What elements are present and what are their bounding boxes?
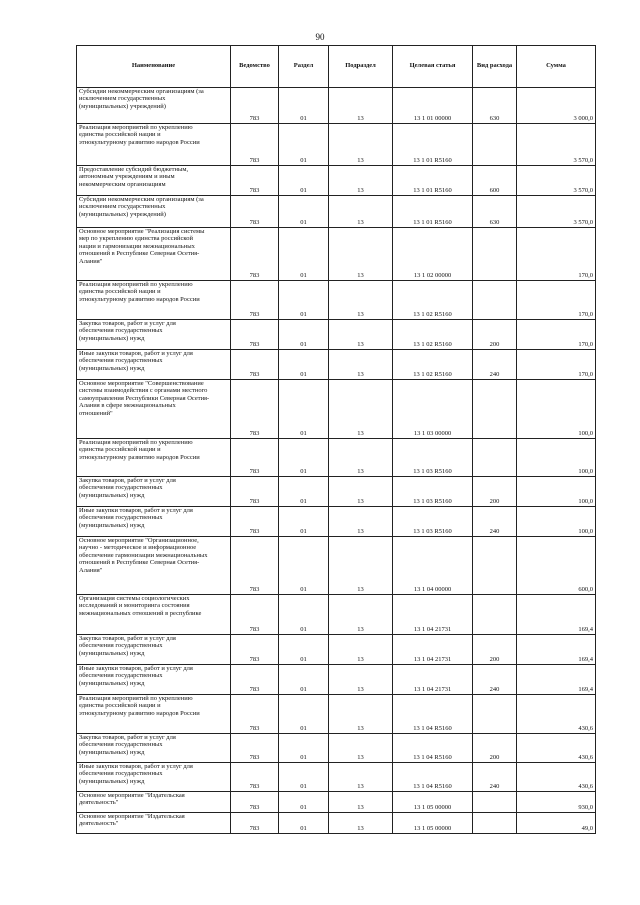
cell-expense-type: 200 [473,477,517,507]
table-row [77,507,596,537]
table-row [77,695,596,734]
cell-sum: 430,6 [517,734,596,763]
cell-expense-type [473,281,517,320]
cell-department: 783 [231,695,279,734]
cell-name: Закупка товаров, работ и услуг для обеспечения государственных (муниципальных) нужд [77,635,231,665]
cell-target-article: 13 1 04 R5160 [393,763,473,792]
table-row [77,124,596,166]
cell-expense-type: 200 [473,320,517,350]
cell-sum: 169,4 [517,665,596,695]
cell-section: 01 [279,507,329,537]
cell-section: 01 [279,439,329,477]
cell-name: Субсидии некоммерческим организациям (за исключением государственных (муниципальных) учреждений) [77,196,231,228]
cell-subsection: 13 [329,281,393,320]
cell-target-article: 13 1 03 00000 [393,380,473,439]
col-header-subsection: Подраздел [329,46,393,88]
cell-section: 01 [279,124,329,166]
cell-department: 783 [231,380,279,439]
cell-name: Иные закупки товаров, работ и услуг для обеспечения государственных (муниципальных) нужд [77,665,231,695]
cell-subsection: 13 [329,88,393,124]
table-row [77,166,596,196]
page-number: 90 [315,32,325,42]
cell-target-article: 13 1 05 00000 [393,792,473,813]
cell-subsection: 13 [329,763,393,792]
cell-department: 783 [231,477,279,507]
cell-expense-type: 200 [473,635,517,665]
cell-expense-type [473,792,517,813]
cell-section: 01 [279,763,329,792]
cell-subsection: 13 [329,166,393,196]
table-row [77,281,596,320]
cell-section: 01 [279,792,329,813]
cell-target-article: 13 1 01 R5160 [393,166,473,196]
cell-department: 783 [231,635,279,665]
cell-name: Основное мероприятие "Издательская деятельность" [77,813,231,834]
cell-name: Основное мероприятие "Организационное, научно - методическое и информационное обеспечение гармонизации межнациональных отношений в Республике Северная Осетия- Алания" [77,537,231,595]
cell-section: 01 [279,320,329,350]
cell-subsection: 13 [329,380,393,439]
cell-sum: 3 000,0 [517,88,596,124]
cell-target-article: 13 1 03 R5160 [393,439,473,477]
cell-subsection: 13 [329,665,393,695]
cell-target-article: 13 1 03 R5160 [393,507,473,537]
cell-department: 783 [231,281,279,320]
cell-subsection: 13 [329,196,393,228]
col-header-sum: Сумма [517,46,596,88]
cell-target-article: 13 1 04 00000 [393,537,473,595]
cell-department: 783 [231,439,279,477]
cell-section: 01 [279,734,329,763]
cell-name: Организация системы социологических исследований и мониторинга состояния межнациональных отношений в республике [77,595,231,635]
col-header-department: Ведомство [231,46,279,88]
cell-subsection: 13 [329,792,393,813]
table-row [77,477,596,507]
cell-department: 783 [231,166,279,196]
cell-target-article: 13 1 05 00000 [393,813,473,834]
cell-subsection: 13 [329,439,393,477]
cell-section: 01 [279,281,329,320]
cell-section: 01 [279,477,329,507]
cell-subsection: 13 [329,734,393,763]
table-row [77,763,596,792]
cell-sum: 930,0 [517,792,596,813]
cell-department: 783 [231,537,279,595]
cell-sum: 3 570,0 [517,196,596,228]
cell-section: 01 [279,380,329,439]
cell-sum: 100,0 [517,380,596,439]
cell-name: Основное мероприятие "Издательская деятельность" [77,792,231,813]
cell-subsection: 13 [329,320,393,350]
cell-sum: 100,0 [517,477,596,507]
cell-name: Основное мероприятие "Совершенствование системы взаимодействия с органами местного самоуправления Республики Северная Осетия- Алания в сфере межнациональных отношений" [77,380,231,439]
cell-expense-type [473,380,517,439]
cell-target-article: 13 1 01 R5160 [393,124,473,166]
cell-sum: 170,0 [517,228,596,281]
cell-department: 783 [231,792,279,813]
cell-department: 783 [231,196,279,228]
table-row [77,380,596,439]
cell-subsection: 13 [329,695,393,734]
cell-sum: 3 570,0 [517,166,596,196]
cell-target-article: 13 1 04 21731 [393,595,473,635]
cell-name: Субсидии некоммерческим организациям (за исключением государственных (муниципальных) учреждений) [77,88,231,124]
table-row [77,813,596,834]
cell-target-article: 13 1 04 R5160 [393,734,473,763]
table-row [77,196,596,228]
budget-table [76,45,596,834]
table-row [77,734,596,763]
cell-sum: 170,0 [517,320,596,350]
cell-name: Иные закупки товаров, работ и услуг для обеспечения государственных (муниципальных) нужд [77,507,231,537]
cell-section: 01 [279,196,329,228]
cell-section: 01 [279,166,329,196]
cell-sum: 100,0 [517,507,596,537]
cell-expense-type: 600 [473,166,517,196]
cell-name: Реализация мероприятий по укреплению единства российской нации и этнокультурному развитию народов России [77,281,231,320]
table-row [77,439,596,477]
cell-target-article: 13 1 04 R5160 [393,695,473,734]
cell-section: 01 [279,813,329,834]
cell-department: 783 [231,507,279,537]
table-body [77,88,596,834]
cell-name: Иные закупки товаров, работ и услуг для обеспечения государственных (муниципальных) нужд [77,763,231,792]
cell-subsection: 13 [329,635,393,665]
cell-sum: 170,0 [517,281,596,320]
cell-sum: 169,4 [517,635,596,665]
cell-target-article: 13 1 02 R5160 [393,281,473,320]
cell-name: Закупка товаров, работ и услуг для обеспечения государственных (муниципальных) нужд [77,320,231,350]
cell-name: Реализация мероприятий по укреплению единства российской нации и этнокультурному развитию народов России [77,439,231,477]
cell-expense-type: 240 [473,665,517,695]
table-row [77,228,596,281]
cell-expense-type [473,813,517,834]
cell-department: 783 [231,350,279,380]
cell-section: 01 [279,88,329,124]
cell-target-article: 13 1 02 R5160 [393,320,473,350]
cell-expense-type [473,439,517,477]
cell-subsection: 13 [329,595,393,635]
cell-section: 01 [279,595,329,635]
cell-section: 01 [279,537,329,595]
table-row [77,792,596,813]
cell-sum: 49,0 [517,813,596,834]
cell-subsection: 13 [329,350,393,380]
cell-expense-type: 240 [473,507,517,537]
cell-subsection: 13 [329,537,393,595]
cell-expense-type: 240 [473,763,517,792]
cell-section: 01 [279,695,329,734]
cell-department: 783 [231,88,279,124]
cell-expense-type: 200 [473,734,517,763]
cell-department: 783 [231,813,279,834]
cell-target-article: 13 1 01 00000 [393,88,473,124]
cell-name: Реализация мероприятий по укреплению единства российской нации и этнокультурному развитию народов России [77,695,231,734]
cell-sum: 430,6 [517,695,596,734]
cell-target-article: 13 1 04 21731 [393,665,473,695]
cell-expense-type [473,695,517,734]
table-row [77,88,596,124]
col-header-expense-type: Вид расхода [473,46,517,88]
cell-subsection: 13 [329,124,393,166]
cell-section: 01 [279,228,329,281]
cell-department: 783 [231,665,279,695]
col-header-name: Наименование [77,46,231,88]
cell-name: Закупка товаров, работ и услуг для обеспечения государственных (муниципальных) нужд [77,734,231,763]
table-row [77,635,596,665]
cell-name: Основное мероприятие "Реализация системы мер по укреплению единства российской нации и гармонизации межнациональных отношений в Республике Северная Осетия- Алания" [77,228,231,281]
cell-sum: 169,4 [517,595,596,635]
cell-section: 01 [279,665,329,695]
table-row [77,537,596,595]
table-row [77,320,596,350]
cell-subsection: 13 [329,477,393,507]
cell-expense-type: 630 [473,196,517,228]
cell-department: 783 [231,228,279,281]
col-header-section: Раздел [279,46,329,88]
cell-name: Предоставление субсидий бюджетным, автономным учреждениям и иным некоммерческим организациям [77,166,231,196]
cell-name: Закупка товаров, работ и услуг для обеспечения государственных (муниципальных) нужд [77,477,231,507]
cell-target-article: 13 1 04 21731 [393,635,473,665]
cell-sum: 170,0 [517,350,596,380]
cell-department: 783 [231,124,279,166]
cell-section: 01 [279,350,329,380]
cell-sum: 3 570,0 [517,124,596,166]
col-header-target-article: Целевая статья [393,46,473,88]
table-row [77,350,596,380]
cell-target-article: 13 1 03 R5160 [393,477,473,507]
cell-department: 783 [231,595,279,635]
cell-name: Реализация мероприятий по укреплению единства российской нации и этнокультурному развитию народов России [77,124,231,166]
table-header-row [77,46,596,88]
cell-department: 783 [231,320,279,350]
cell-department: 783 [231,734,279,763]
table-row [77,595,596,635]
table-row [77,665,596,695]
cell-expense-type [473,595,517,635]
cell-name: Иные закупки товаров, работ и услуг для обеспечения государственных (муниципальных) нужд [77,350,231,380]
cell-section: 01 [279,635,329,665]
cell-sum: 100,0 [517,439,596,477]
cell-expense-type [473,124,517,166]
cell-target-article: 13 1 01 R5160 [393,196,473,228]
cell-sum: 430,6 [517,763,596,792]
cell-department: 783 [231,763,279,792]
cell-expense-type: 630 [473,88,517,124]
cell-expense-type [473,537,517,595]
cell-target-article: 13 1 02 R5160 [393,350,473,380]
cell-sum: 600,0 [517,537,596,595]
cell-expense-type: 240 [473,350,517,380]
cell-subsection: 13 [329,813,393,834]
cell-subsection: 13 [329,507,393,537]
cell-target-article: 13 1 02 00000 [393,228,473,281]
cell-expense-type [473,228,517,281]
cell-subsection: 13 [329,228,393,281]
